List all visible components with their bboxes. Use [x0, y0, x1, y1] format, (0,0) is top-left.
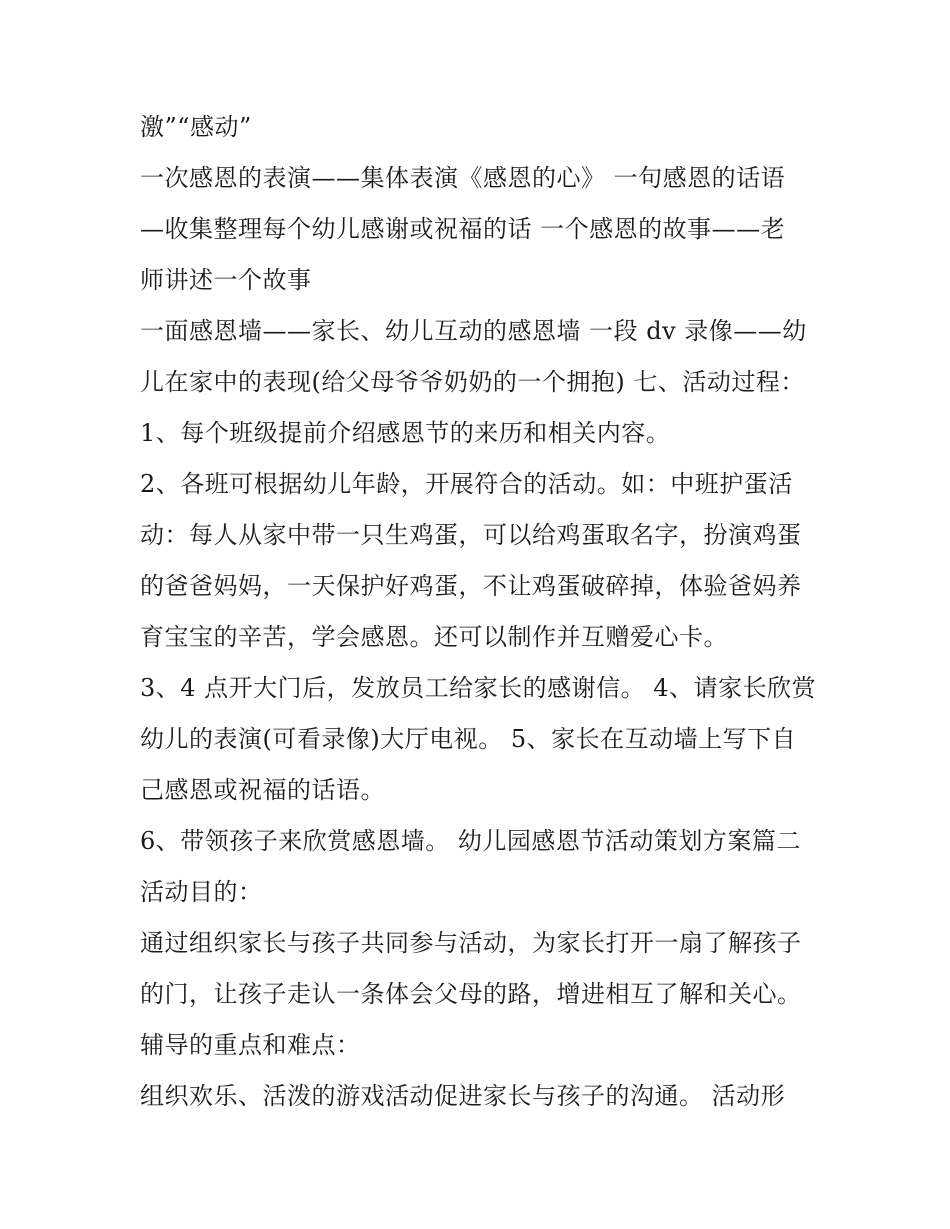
text-line: 育宝宝的辛苦，学会感恩。还可以制作并互赠爱心卡。: [140, 623, 728, 651]
body-text: [140, 102, 820, 1122]
text-line: 2、各班可根据幼儿年龄，开展符合的活动。如：中班护蛋活: [140, 470, 793, 498]
text-line: 6、带领孩子来欣赏感恩墙。 幼儿园感恩节活动策划方案篇二: [140, 827, 801, 855]
text-line: 幼儿的表演(可看录像)大厅电视。 5、家长在互动墙上写下自: [140, 725, 797, 753]
text-line: 的门，让孩子走认一条体会父母的路，增进相互了解和关心。: [140, 980, 802, 1008]
text-line: 师讲述一个故事: [140, 266, 312, 294]
text-line: 动：每人从家中带一只生鸡蛋，可以给鸡蛋取名字，扮演鸡蛋: [140, 521, 802, 549]
text-line: 通过组织家长与孩子共同参与活动，为家长打开一扇了解孩子: [140, 929, 802, 957]
text-line: 己感恩或祝福的话语。: [140, 776, 385, 804]
text-line: 一次感恩的表演——集体表演《感恩的心》 一句感恩的话语: [140, 164, 786, 192]
text-line: 一面感恩墙——家长、幼儿互动的感恩墙 一段 dv 录像——幼: [140, 317, 807, 345]
text-line: 活动目的：: [140, 878, 263, 906]
text-line: 儿在家中的表现(给父母爷爷奶奶的一个拥抱) 七、活动过程：: [140, 368, 805, 396]
text-line: 1、每个班级提前介绍感恩节的来历和相关内容。: [140, 419, 671, 447]
text-line: —收集整理每个幼儿感谢或祝福的话 一个感恩的故事——老: [140, 215, 786, 243]
text-line: 的爸爸妈妈，一天保护好鸡蛋，不让鸡蛋破碎掉，体验爸妈养: [140, 572, 802, 600]
text-line: 激”“感动”: [140, 113, 252, 141]
text-line: 3、4 点开大门后，发放员工给家长的感谢信。 4、请家长欣赏: [140, 674, 817, 702]
text-line: 辅导的重点和难点：: [140, 1031, 361, 1059]
text-line: 组织欢乐、活泼的游戏活动促进家长与孩子的沟通。 活动形: [140, 1082, 786, 1110]
